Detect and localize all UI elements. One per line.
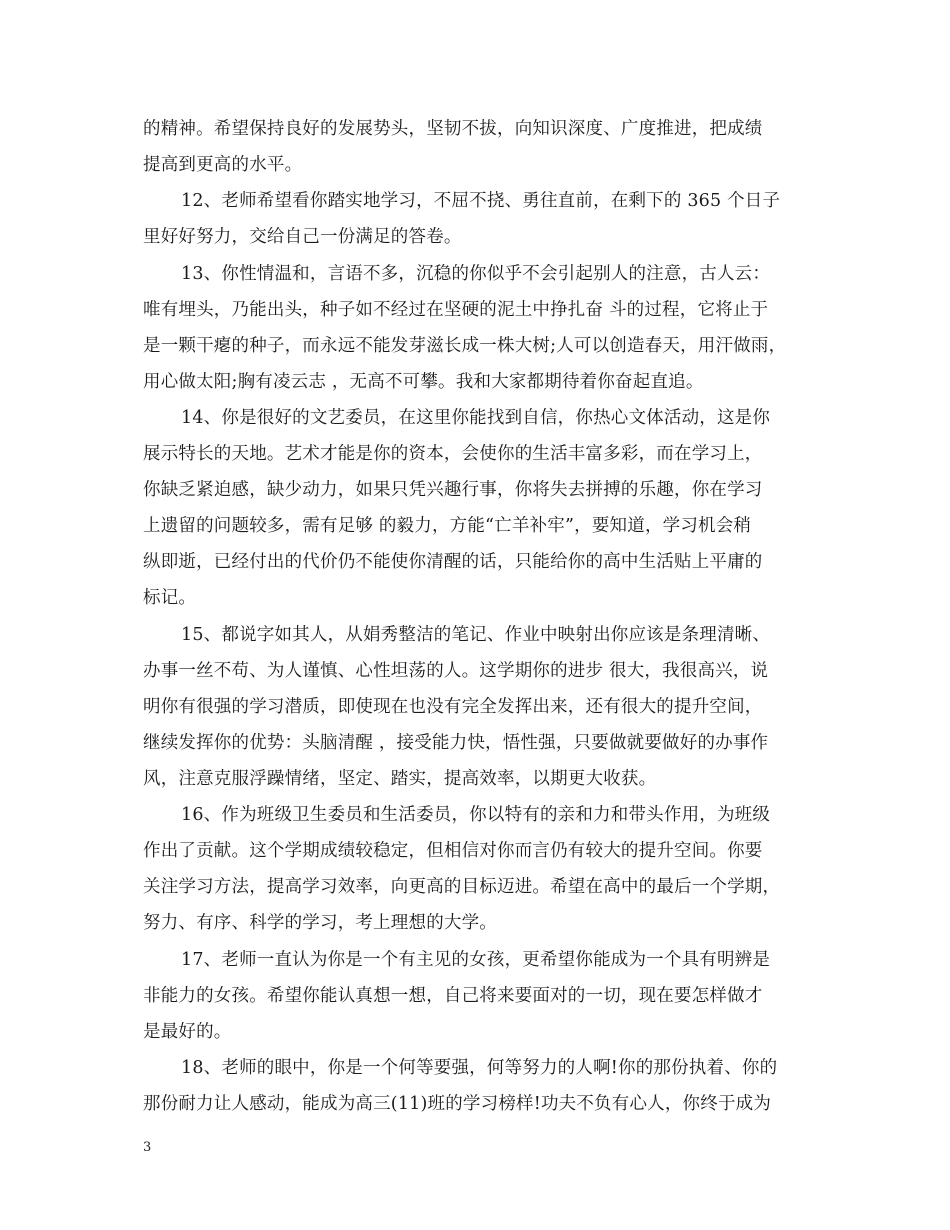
page-number: 3: [143, 1140, 152, 1155]
text-line: 是一颗干瘪的种子，而永远不能发芽滋长成一株大树;人可以创造春天，用汗做雨，: [143, 336, 787, 356]
text-line: 用心做太阳;胸有凌云志 ，无高不可攀。我和大家都期待着你奋起直追。: [143, 372, 704, 392]
text-line: 风，注意克服浮躁情绪，坚定、踏实，提高效率，以期更大收获。: [143, 769, 657, 789]
text-line: 作出了贡献。这个学期成绩较稳定，但相信对你而言仍有较大的提升空间。你要: [143, 841, 763, 861]
text-line: 继续发挥你的优势：头脑清醒 ，接受能力快，悟性强，只要做就要做好的办事作: [143, 733, 769, 753]
paragraph-12-start: 12、老师希望看你踏实地学习，不屈不挠、勇往直前，在剩下的 365 个日子: [181, 191, 781, 211]
text-line: 提高到更高的水平。: [143, 155, 303, 175]
paragraph-15-start: 15、都说字如其人，从娟秀整洁的笔记、作业中映射出你应该是条理清晰、: [181, 625, 771, 645]
text-line: 纵即逝，已经付出的代价仍不能使你清醒的话，只能给你的高中生活贴上平庸的: [143, 552, 763, 572]
paragraph-13-start: 13、你性情温和，言语不多，沉稳的你似乎不会引起别人的注意，古人云：: [181, 264, 771, 284]
paragraph-18-start: 18、老师的眼中，你是一个何等要强，何等努力的人啊!你的那份执着、你的: [181, 1058, 778, 1078]
text-line: 的精神。希望保持良好的发展势头，坚韧不拔，向知识深度、广度推进，把成绩: [143, 119, 763, 139]
text-line: 那份耐力让人感动，能成为高三(11)班的学习榜样!功夫不负有心人，你终于成为: [143, 1094, 772, 1114]
text-line: 明你有很强的学习潜质，即使现在也没有完全发挥出来，还有很大的提升空间，: [143, 697, 763, 717]
text-line: 展示特长的天地。艺术才能是你的资本，会使你的生活丰富多彩，而在学习上，: [143, 444, 763, 464]
text-line: 关注学习方法，提高学习效率，向更高的目标迈进。希望在高中的最后一个学期，: [143, 877, 781, 897]
paragraph-14-start: 14、你是很好的文艺委员，在这里你能找到自信，你热心文体活动，这是你: [181, 408, 771, 428]
text-line: 标记。: [143, 588, 197, 608]
text-line: 办事一丝不苟、为人谨慎、心性坦荡的人。这学期你的进步 很大，我很高兴，说: [143, 661, 769, 681]
text-line: 唯有埋头，乃能出头，种子如不经过在坚硬的泥土中挣扎奋 斗的过程，它将止于: [143, 300, 769, 320]
text-line: 你缺乏紧迫感，缺少动力，如果只凭兴趣行事，你将失去拼搏的乐趣，你在学习: [143, 480, 763, 500]
text-line: 里好好努力，交给自己一份满足的答卷。: [143, 227, 462, 247]
paragraph-16-start: 16、作为班级卫生委员和生活委员，你以特有的亲和力和带头作用，为班级: [181, 805, 771, 825]
text-line: 是最好的。: [143, 1022, 232, 1042]
text-line: 非能力的女孩。希望你能认真想一想，自己将来要面对的一切，现在要怎样做才: [143, 986, 763, 1006]
text-line: 上遗留的问题较多，需有足够 的毅力，方能“亡羊补牢”，要知道，学习机会稍: [143, 516, 752, 536]
text-line: 努力、有序、科学的学习，考上理想的大学。: [143, 913, 497, 933]
paragraph-17-start: 17、老师一直认为你是一个有主见的女孩，更希望你能成为一个具有明辨是: [181, 950, 771, 970]
